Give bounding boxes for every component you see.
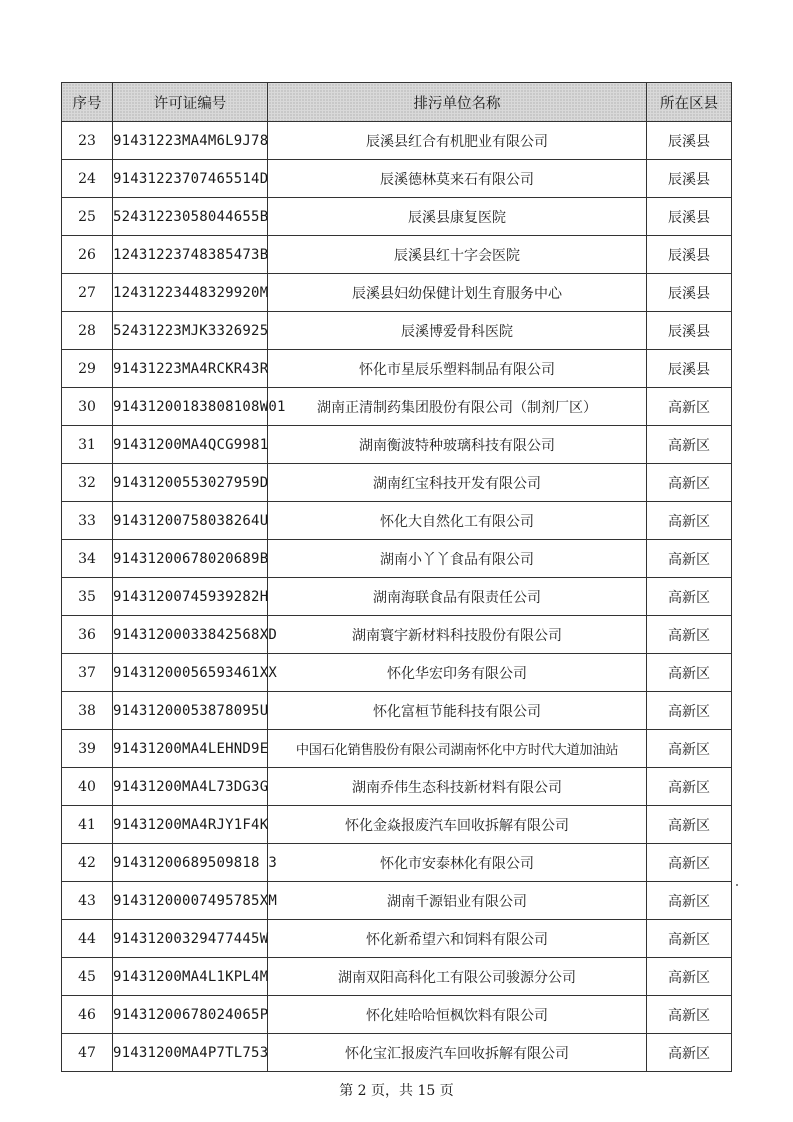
permit-number-cell: 91431200MA4RJY1F4K xyxy=(113,806,268,844)
serial-number-cell: 38 xyxy=(62,692,113,730)
serial-number-cell: 34 xyxy=(62,540,113,578)
district-cell: 高新区 xyxy=(647,844,732,882)
permit-number-cell: 91431200329477445W xyxy=(113,920,268,958)
header-serial-number: 序号 xyxy=(62,83,113,122)
header-district: 所在区县 xyxy=(647,83,732,122)
permit-table xyxy=(61,82,732,1072)
district-cell: 辰溪县 xyxy=(647,350,732,388)
serial-number-cell: 42 xyxy=(62,844,113,882)
unit-name-cell: 辰溪县妇幼保健计划生育服务中心 xyxy=(268,274,647,312)
table-row xyxy=(62,958,732,996)
district-cell: 辰溪县 xyxy=(647,160,732,198)
serial-number-cell: 30 xyxy=(62,388,113,426)
serial-number-cell: 40 xyxy=(62,768,113,806)
unit-name-cell: 湖南千源铝业有限公司 xyxy=(268,882,647,920)
permit-number-cell: 91431223707465514D xyxy=(113,160,268,198)
table-row xyxy=(62,388,732,426)
district-cell: 高新区 xyxy=(647,806,732,844)
unit-name-cell: 辰溪德林莫来石有限公司 xyxy=(268,160,647,198)
table-row xyxy=(62,122,732,160)
serial-number-cell: 43 xyxy=(62,882,113,920)
table-header-row xyxy=(62,83,732,122)
table-row xyxy=(62,730,732,768)
district-cell: 高新区 xyxy=(647,996,732,1034)
unit-name-cell: 湖南寰宇新材料科技股份有限公司 xyxy=(268,616,647,654)
serial-number-cell: 35 xyxy=(62,578,113,616)
table-row xyxy=(62,882,732,920)
table-row xyxy=(62,312,732,350)
serial-number-cell: 33 xyxy=(62,502,113,540)
serial-number-cell: 27 xyxy=(62,274,113,312)
district-cell: 高新区 xyxy=(647,958,732,996)
unit-name-cell: 湖南双阳高科化工有限公司骏源分公司 xyxy=(268,958,647,996)
serial-number-cell: 26 xyxy=(62,236,113,274)
scan-speck xyxy=(736,884,738,886)
permit-number-cell: 91431200053878095U xyxy=(113,692,268,730)
unit-name-cell: 湖南衡波特种玻璃科技有限公司 xyxy=(268,426,647,464)
table-row xyxy=(62,236,732,274)
page-footer xyxy=(0,1080,793,1100)
district-cell: 高新区 xyxy=(647,502,732,540)
permit-number-cell: 91431200MA4QCG9981 xyxy=(113,426,268,464)
serial-number-cell: 23 xyxy=(62,122,113,160)
district-cell: 高新区 xyxy=(647,616,732,654)
table-body xyxy=(62,122,732,1072)
table-row xyxy=(62,274,732,312)
serial-number-cell: 45 xyxy=(62,958,113,996)
table-row xyxy=(62,768,732,806)
permit-number-cell: 91431200MA4L1KPL4M xyxy=(113,958,268,996)
permit-number-cell: 91431223MA4RCKR43R xyxy=(113,350,268,388)
district-cell: 辰溪县 xyxy=(647,122,732,160)
header-unit-name: 排污单位名称 xyxy=(268,83,647,122)
table-row xyxy=(62,160,732,198)
serial-number-cell: 39 xyxy=(62,730,113,768)
table-row xyxy=(62,806,732,844)
permit-number-cell: 91431200007495785XM xyxy=(113,882,268,920)
district-cell: 高新区 xyxy=(647,426,732,464)
permit-number-cell: 91431200056593461XX xyxy=(113,654,268,692)
table-row xyxy=(62,198,732,236)
district-cell: 辰溪县 xyxy=(647,274,732,312)
permit-table-container xyxy=(61,82,731,1072)
unit-name-cell: 湖南小丫丫食品有限公司 xyxy=(268,540,647,578)
table-row xyxy=(62,1034,732,1072)
serial-number-cell: 28 xyxy=(62,312,113,350)
table-row xyxy=(62,540,732,578)
district-cell: 高新区 xyxy=(647,388,732,426)
table-row xyxy=(62,920,732,958)
permit-number-cell: 91431200678020689B xyxy=(113,540,268,578)
unit-name-cell: 辰溪县康复医院 xyxy=(268,198,647,236)
serial-number-cell: 29 xyxy=(62,350,113,388)
unit-name-cell: 怀化宝汇报废汽车回收拆解有限公司 xyxy=(268,1034,647,1072)
district-cell: 高新区 xyxy=(647,578,732,616)
unit-name-cell: 中国石化销售股份有限公司湖南怀化中方时代大道加油站 xyxy=(268,730,647,768)
permit-number-cell: 91431200689509818 3 xyxy=(113,844,268,882)
serial-number-cell: 24 xyxy=(62,160,113,198)
unit-name-cell: 湖南红宝科技开发有限公司 xyxy=(268,464,647,502)
table-row xyxy=(62,654,732,692)
serial-number-cell: 44 xyxy=(62,920,113,958)
district-cell: 高新区 xyxy=(647,654,732,692)
unit-name-cell: 辰溪县红合有机肥业有限公司 xyxy=(268,122,647,160)
unit-name-cell: 怀化富桓节能科技有限公司 xyxy=(268,692,647,730)
unit-name-cell: 怀化华宏印务有限公司 xyxy=(268,654,647,692)
permit-number-cell: 91431200745939282H xyxy=(113,578,268,616)
serial-number-cell: 31 xyxy=(62,426,113,464)
table-row xyxy=(62,616,732,654)
district-cell: 高新区 xyxy=(647,692,732,730)
permit-number-cell: 12431223748385473B xyxy=(113,236,268,274)
unit-name-cell: 湖南乔伟生态科技新材料有限公司 xyxy=(268,768,647,806)
header-permit-number: 许可证编号 xyxy=(113,83,268,122)
district-cell: 辰溪县 xyxy=(647,198,732,236)
permit-number-cell: 52431223MJK3326925 xyxy=(113,312,268,350)
permit-number-cell: 91431200033842568XD xyxy=(113,616,268,654)
table-row xyxy=(62,844,732,882)
unit-name-cell: 辰溪博爱骨科医院 xyxy=(268,312,647,350)
serial-number-cell: 46 xyxy=(62,996,113,1034)
table-row xyxy=(62,502,732,540)
table-row xyxy=(62,996,732,1034)
table-row xyxy=(62,426,732,464)
permit-number-cell: 52431223058044655B xyxy=(113,198,268,236)
unit-name-cell: 怀化新希望六和饲料有限公司 xyxy=(268,920,647,958)
serial-number-cell: 32 xyxy=(62,464,113,502)
district-cell: 高新区 xyxy=(647,540,732,578)
unit-name-cell: 怀化金焱报废汽车回收拆解有限公司 xyxy=(268,806,647,844)
unit-name-cell: 怀化大自然化工有限公司 xyxy=(268,502,647,540)
table-row xyxy=(62,692,732,730)
permit-number-cell: 91431200183808108W01 xyxy=(113,388,268,426)
serial-number-cell: 36 xyxy=(62,616,113,654)
district-cell: 辰溪县 xyxy=(647,236,732,274)
unit-name-cell: 湖南海联食品有限责任公司 xyxy=(268,578,647,616)
district-cell: 高新区 xyxy=(647,730,732,768)
district-cell: 高新区 xyxy=(647,768,732,806)
district-cell: 高新区 xyxy=(647,1034,732,1072)
serial-number-cell: 37 xyxy=(62,654,113,692)
district-cell: 辰溪县 xyxy=(647,312,732,350)
unit-name-cell: 怀化娃哈哈恒枫饮料有限公司 xyxy=(268,996,647,1034)
district-cell: 高新区 xyxy=(647,882,732,920)
table-row xyxy=(62,464,732,502)
permit-number-cell: 12431223448329920M xyxy=(113,274,268,312)
unit-name-cell: 辰溪县红十字会医院 xyxy=(268,236,647,274)
table-row xyxy=(62,578,732,616)
permit-number-cell: 91431200553027959D xyxy=(113,464,268,502)
unit-name-cell: 怀化市星辰乐塑料制品有限公司 xyxy=(268,350,647,388)
page-number-text: 第 2 页，共 15 页 xyxy=(339,1083,454,1099)
permit-number-cell: 91431200MA4LEHND9E xyxy=(113,730,268,768)
table-row xyxy=(62,350,732,388)
serial-number-cell: 41 xyxy=(62,806,113,844)
unit-name-cell: 怀化市安泰林化有限公司 xyxy=(268,844,647,882)
district-cell: 高新区 xyxy=(647,920,732,958)
permit-number-cell: 91431223MA4M6L9J78 xyxy=(113,122,268,160)
district-cell: 高新区 xyxy=(647,464,732,502)
serial-number-cell: 25 xyxy=(62,198,113,236)
permit-number-cell: 91431200758038264U xyxy=(113,502,268,540)
unit-name-cell: 湖南正清制药集团股份有限公司（制剂厂区） xyxy=(268,388,647,426)
permit-number-cell: 91431200678024065P xyxy=(113,996,268,1034)
permit-number-cell: 91431200MA4L73DG3G xyxy=(113,768,268,806)
serial-number-cell: 47 xyxy=(62,1034,113,1072)
permit-number-cell: 91431200MA4P7TL753 xyxy=(113,1034,268,1072)
